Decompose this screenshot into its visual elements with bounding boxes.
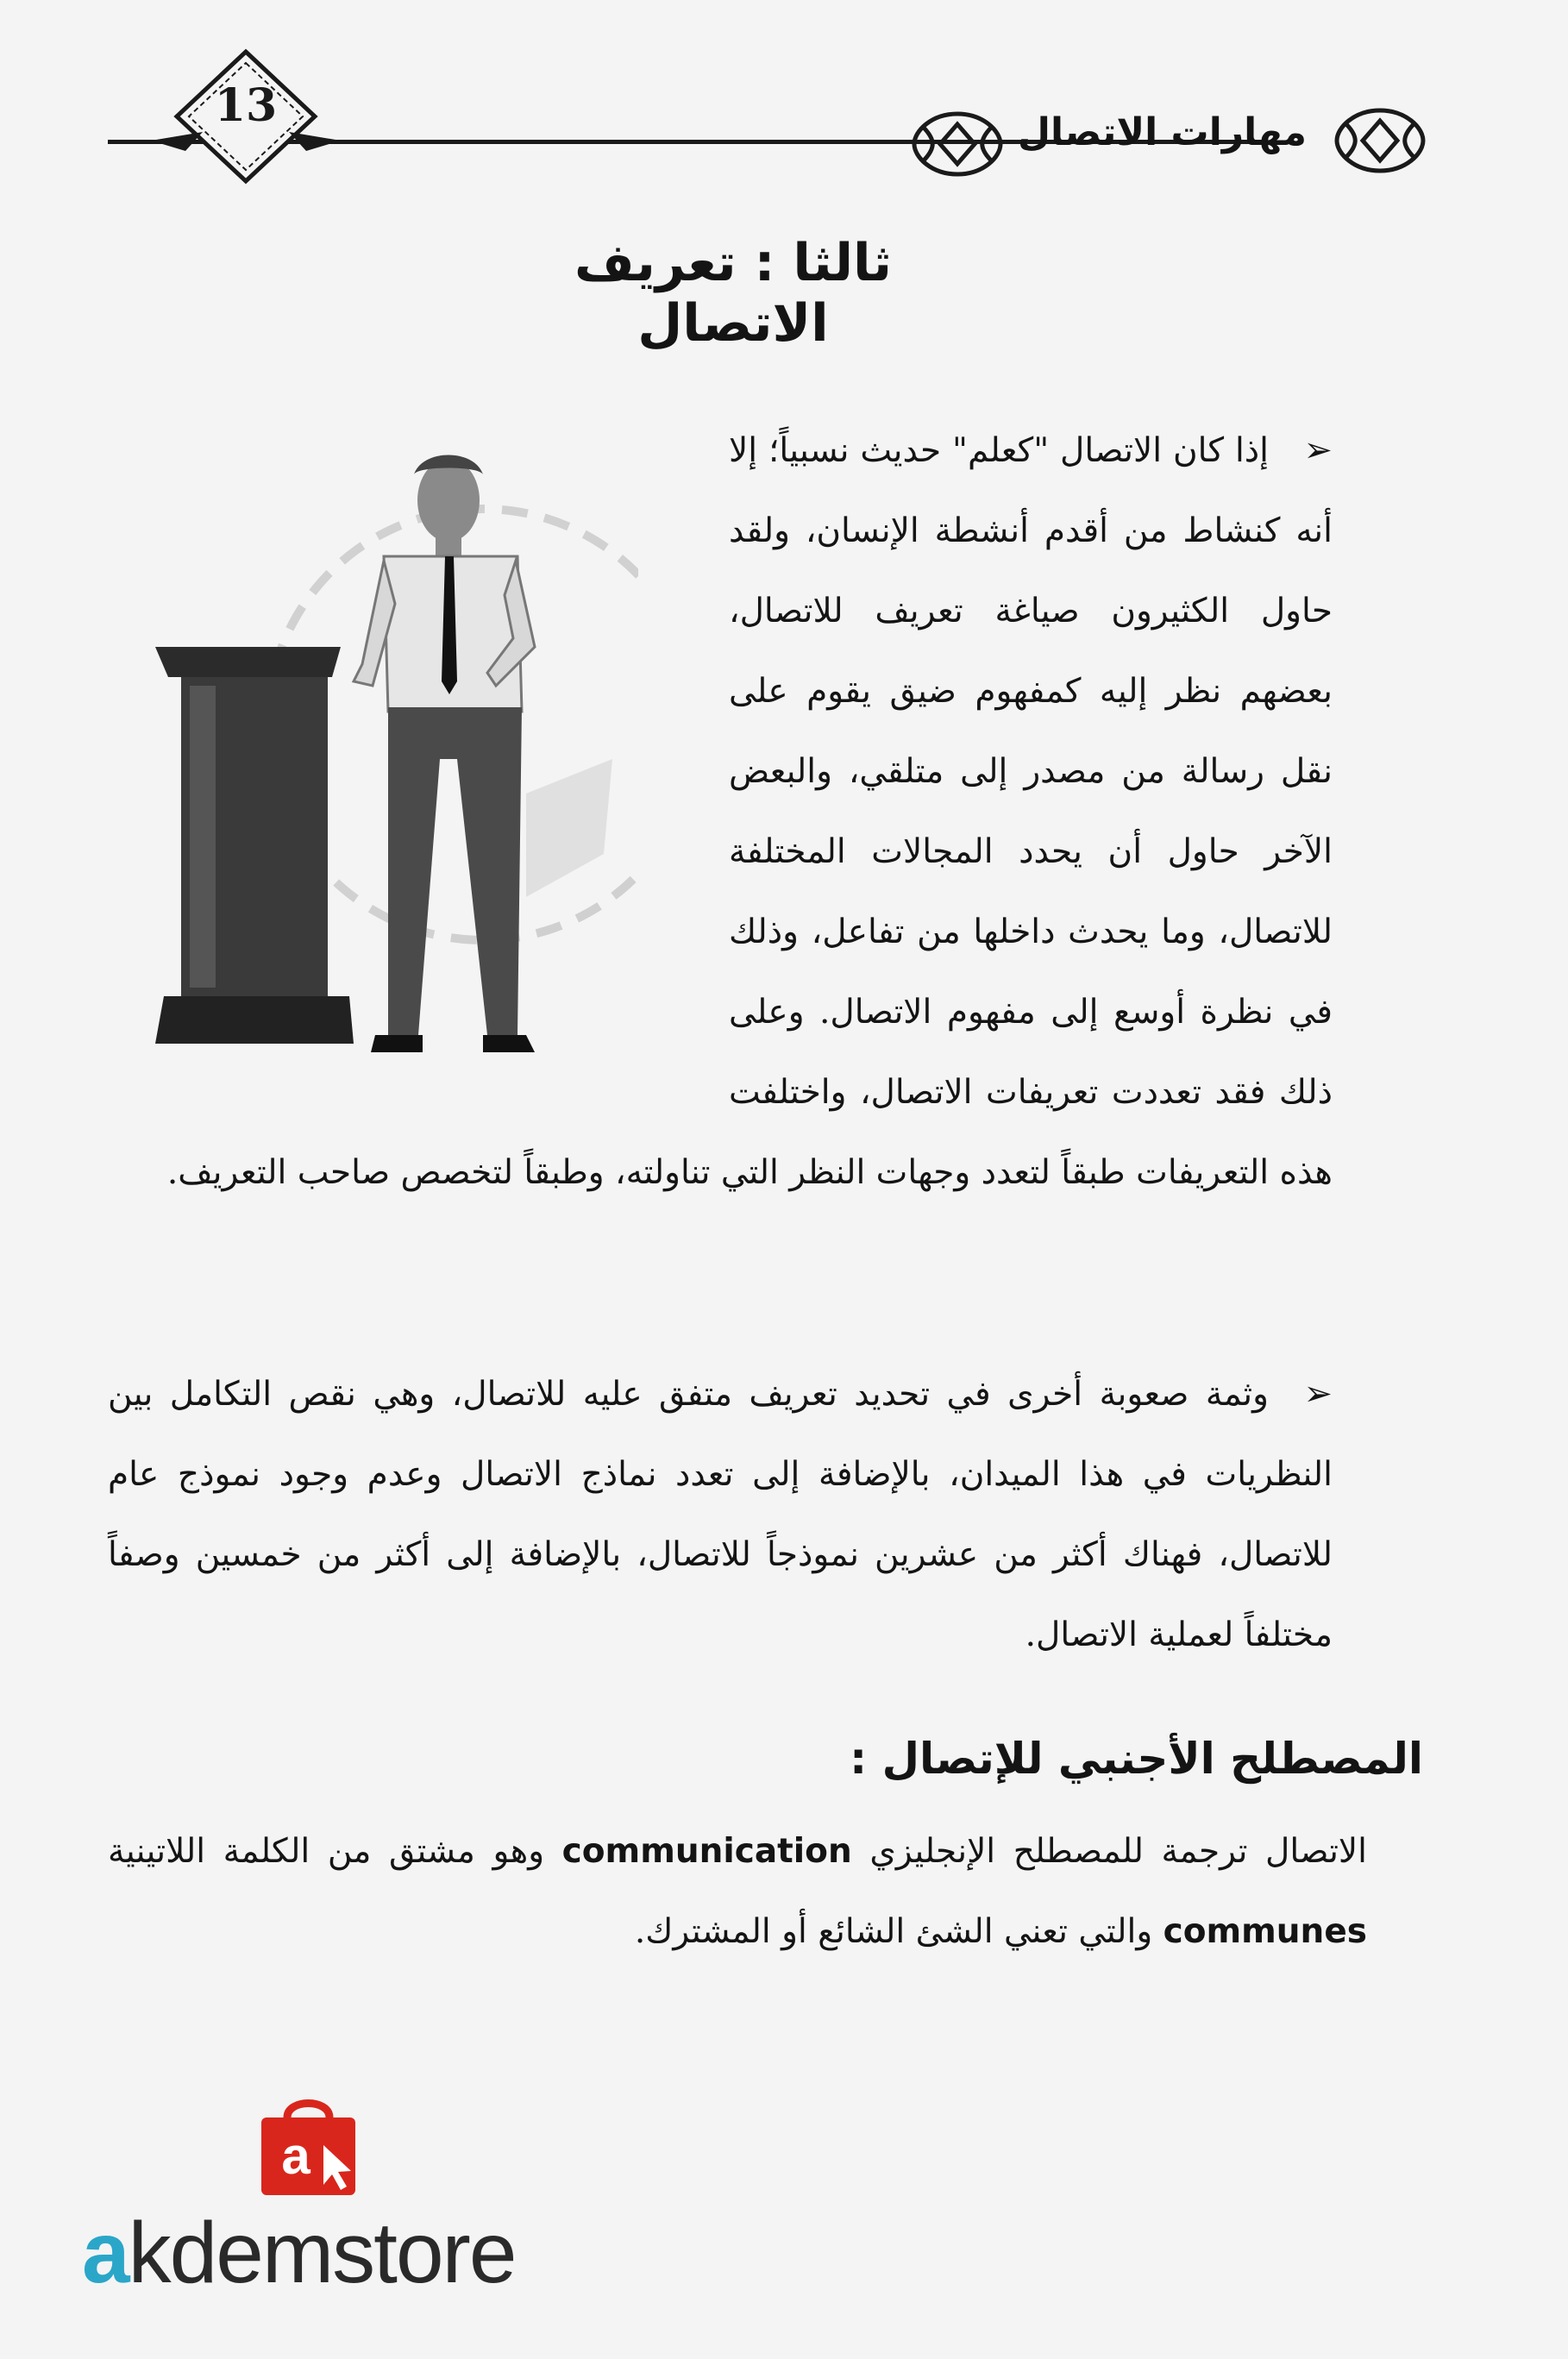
brand-logo-accent-letter: a xyxy=(82,2205,129,2301)
paragraph-definition xyxy=(108,411,1333,1213)
bullet-arrow-icon: ➢ xyxy=(1303,430,1333,470)
shopping-bag-logo-icon xyxy=(254,2092,362,2199)
brand-logo-text: kdemstore xyxy=(128,2205,516,2301)
logo-icon-letter: a xyxy=(281,2127,310,2185)
paragraph-text: والتي تعني الشئ الشائع أو المشترك. xyxy=(634,1912,1153,1951)
ornament-icon xyxy=(906,105,1009,183)
illustration-spacer xyxy=(108,411,729,1092)
paragraph-text: وهو مشتق من الكلمة اللاتينية xyxy=(108,1832,545,1871)
paragraph-difficulty xyxy=(108,1354,1333,1675)
section-title: ثالثا : تعريف الاتصال xyxy=(574,233,893,354)
paragraph-text: الاتصال ترجمة للمصطلح الإنجليزي xyxy=(869,1832,1367,1871)
bullet-arrow-icon: ➢ xyxy=(1303,1374,1333,1414)
paragraph-text: وثمة صعوبة أخرى في تحديد تعريف متفق عليه للاتصال، وهي نقص التكامل بين النظريات في هذا الميدان، بالإضافة إلى تعدد نماذج الاتصال وعدم وجود نموذج عام للاتصال، فهناك أكثر من عشرين نموذجاً للاتصال، بالإضافة إلى أكثر من خمسين وصفاً مختلفاً لعملية الاتصال. xyxy=(108,1375,1333,1654)
term-latin: communes xyxy=(1163,1912,1367,1951)
brand-logo xyxy=(82,2204,565,2303)
ornament-icon xyxy=(1328,102,1432,179)
term-english: communication xyxy=(561,1832,852,1871)
paragraph-foreign-term xyxy=(108,1811,1367,1972)
paragraph-text: إذا كان الاتصال "كعلم" حديث نسبياً؛ إلا أنه كنشاط من أقدم أنشطة الإنسان، ولقد حاول الكثيرون صياغة تعريف للاتصال، بعضهم نظر إليه كمفهوم ضيق يقوم على نقل رسالة من مصدر إلى متلقي، والبعض الآخر حاول أن يحدد المجالات المختلفة للاتصال، وما يحدث داخلها من تفاعل، وذلك في نظرة أوسع إلى مفهوم الاتصال. وعلى ذلك فقد تعددت تعريفات الاتصال، واختلفت هذه التعريفات طبقاً لتعدد وجهات النظر التي تناولته، وطبقاً لتخصص صاحب التعريف. xyxy=(166,431,1333,1192)
page-number: 13 xyxy=(214,79,278,132)
running-title: مهارات الاتصال xyxy=(1017,110,1307,154)
subheading-foreign-term: المصطلح الأجنبي للإتصال : xyxy=(850,1734,1423,1784)
